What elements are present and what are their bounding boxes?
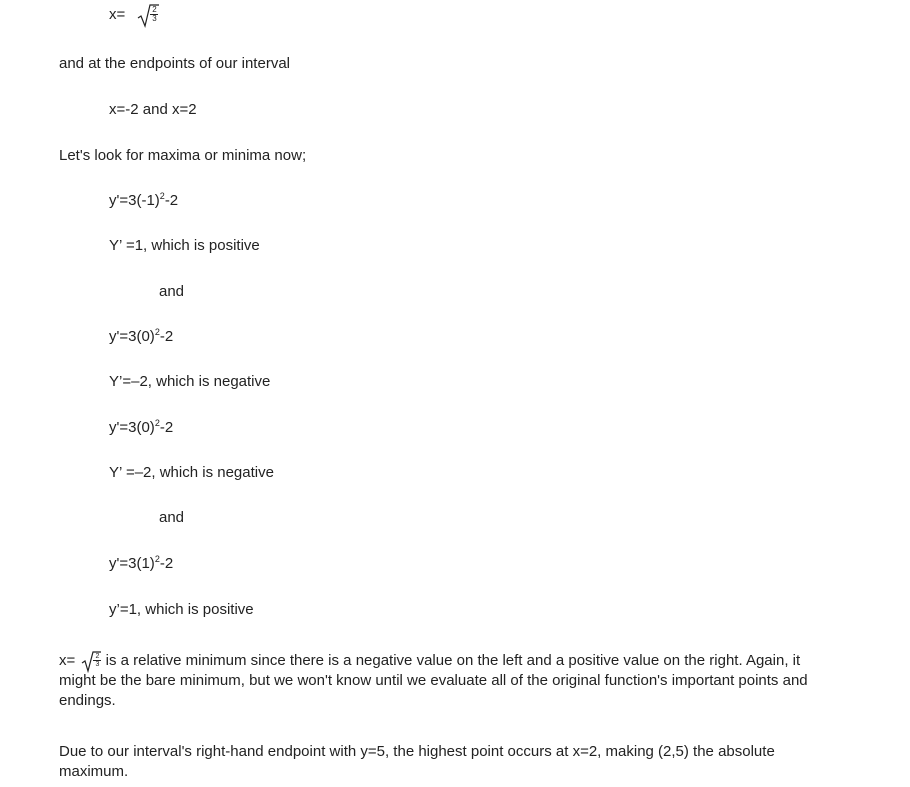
and-connector-1: and: [159, 283, 185, 300]
square-root-symbol: [137, 4, 159, 26]
derivative-calc-3: $y'=3(0)^2-2$: [109, 418, 174, 436]
absolute-maximum-paragraph: Due to our interval's right-hand endpoint with y=5, the highest point occurs at x=2, making (2,5) the absolute maximum.: [59, 743, 775, 780]
relative-minimum-paragraph: x= 2 3 is a relative minimum since there is a negative value on the left and a positive value on the right. Again, it might be the bare minimum, but we won't know until we evaluate all of the original function's important points and endings.: [59, 652, 808, 710]
derivative-result-2: Y’=–2, which is negative: [109, 373, 271, 390]
fraction-two-thirds: 2 3: [152, 5, 157, 23]
fraction-two-thirds-inline: 2 3: [92, 653, 102, 668]
x-equals-label: x=: [109, 5, 126, 23]
equation-x-sqrt: [109, 4, 159, 26]
endpoints-intro: and at the endpoints of our interval: [59, 55, 290, 72]
derivative-calc-4: $y'=3(1)^2-2$: [109, 554, 174, 572]
endpoints-values: x=-2 and x=2: [109, 101, 197, 118]
derivative-calc-1: $y'=3(-1)^2-2$: [109, 191, 179, 209]
and-connector-2: and: [159, 509, 185, 526]
square-root-symbol-inline: [81, 651, 101, 671]
derivative-result-4: y’=1, which is positive: [109, 601, 254, 618]
derivative-result-1: Y’ =1, which is positive: [109, 237, 260, 254]
derivative-calc-2: $y'=3(0)^2-2$: [109, 327, 174, 345]
derivative-result-3: Y’ =–2, which is negative: [109, 464, 274, 481]
maxima-intro: Let's look for maxima or minima now;: [59, 147, 307, 164]
